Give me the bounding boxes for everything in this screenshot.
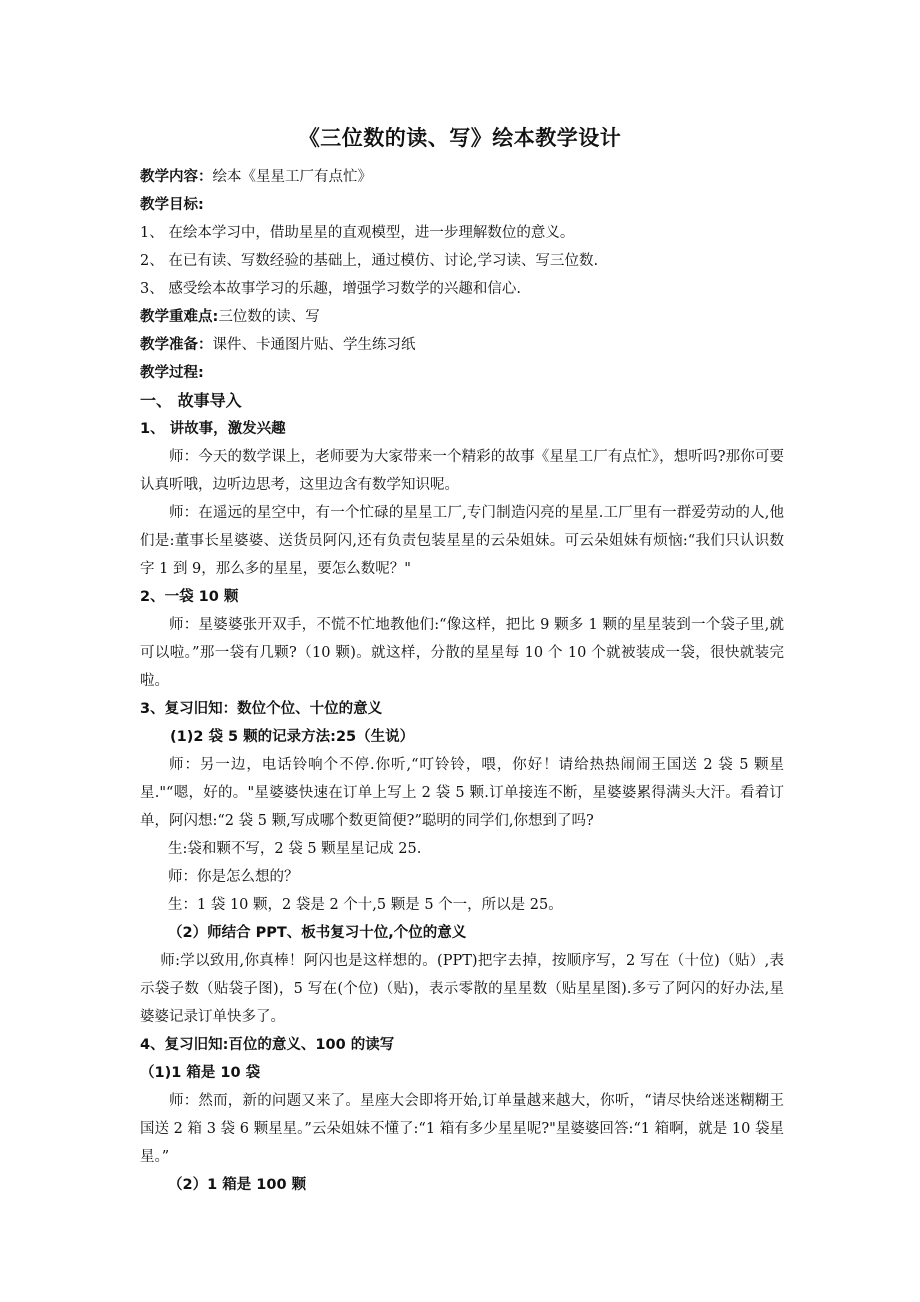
sub-heading: (1)2 袋 5 颗的记录方法:25（生说）: [170, 729, 415, 745]
document-body: [140, 163, 784, 1199]
paragraph: 师：星婆婆张开双手，不慌不忙地教他们:“像这样，把比 9 颗多 1 颗的星星装到一个袋子里,就可以啦。”那一袋有几颗?（10 颗)。就这样，分散的星星每 10 个 10 个就被装成一袋，很快就装完啦。: [140, 617, 784, 689]
subsection-heading-2: 2、一袋 10 颗: [140, 589, 239, 605]
teaching-content: [140, 163, 784, 191]
section-heading-1: 一、 故事导入: [140, 391, 242, 410]
sub-heading: （2）1 箱是 100 颗: [168, 1177, 307, 1193]
goal-item-3: 3、 感受绘本故事学习的乐趣，增强学习数学的兴趣和信心.: [140, 281, 521, 297]
teaching-prep-text: 课件、卡通图片贴、学生练习纸: [212, 337, 416, 353]
teaching-prep: [140, 331, 784, 359]
teaching-content-text: 绘本《星星工厂有点忙》: [212, 169, 372, 185]
sub-heading: （1)1 箱是 10 袋: [140, 1065, 261, 1081]
paragraph: 师：在遥远的星空中，有一个忙碌的星星工厂,专门制造闪亮的星星.工厂里有一群爱劳动的人,他们是:董事长星婆婆、送货员阿闪,还有负责包装星星的云朵姐妹。可云朵姐妹有烦恼:“我们只认识数字 1 到 9，那么多的星星，要怎么数呢？": [140, 505, 784, 577]
paragraph: 师：然而，新的问题又来了。星座大会即将开始,订单量越来越大，你听，“请尽快给迷迷糊糊王国送 2 箱 3 袋 6 颗星星。”云朵姐妹不懂了:“1 箱有多少星星呢?"星婆婆回答:“1 箱啊，就是 10 袋星星。”: [140, 1093, 784, 1165]
dialogue-line: 生：1 袋 10 颗，2 袋是 2 个十,5 颗是 5 个一，所以是 25。: [168, 897, 563, 913]
goal-item-2: 2、 在已有读、写数经验的基础上，通过模仿、讨论,学习读、写三位数.: [140, 253, 599, 269]
paragraph: 师：今天的数学课上，老师要为大家带来一个精彩的故事《星星工厂有点忙》，想听吗?那你可要认真听哦，边听边思考，这里边含有数学知识呢。: [140, 449, 784, 493]
subsection-heading-4: 4、复习旧知:百位的意义、100 的读写: [140, 1037, 395, 1053]
key-points-label: 教学重难点:: [140, 309, 219, 325]
dialogue-line: 生:袋和颗不写，2 袋 5 颗星星记成 25.: [168, 841, 422, 857]
document-title: 《三位数的读、写》绘本教学设计: [298, 126, 622, 150]
teaching-prep-label: 教学准备：: [140, 337, 213, 353]
subsection-heading-1: 1、 讲故事，激发兴趣: [140, 421, 286, 437]
key-points-text: 三位数的读、写: [218, 309, 320, 325]
sub-heading: （2）师结合 PPT、板书复习十位,个位的意义: [168, 925, 467, 941]
subsection-heading-3: 3、复习旧知：数位个位、十位的意义: [140, 701, 383, 717]
teaching-goals-label: 教学目标:: [140, 197, 204, 213]
teaching-process-label: 教学过程:: [140, 365, 204, 381]
paragraph: 师：另一边，电话铃响个不停.你听,“叮铃铃，喂，你好！请给热热闹闹王国送 2 袋 5 颗星星."“嗯，好的。"星婆婆快速在订单上写上 2 袋 5 颗.订单接连不断，星婆婆累得满头大汗。看着订单，阿闪想:“2 袋 5 颗,写成哪个数更简便?”聪明的同学们,你想到了吗?: [140, 757, 784, 829]
teaching-content-label: 教学内容：: [140, 169, 213, 185]
goal-item-1: 1、 在绘本学习中，借助星星的直观模型，进一步理解数位的意义。: [140, 225, 575, 241]
paragraph: 师:学以致用,你真棒！阿闪也是这样想的。(PPT)把字去掉，按顺序写，2 写在（十位)（贴）,表示袋子数（贴袋子图)，5 写在(个位)（贴)，表示零散的星星数（贴星星图).多亏了阿闪的好办法,星婆婆记录订单快多了。: [140, 953, 784, 1025]
key-points: [140, 303, 784, 331]
dialogue-line: 师：你是怎么想的？: [168, 869, 299, 885]
